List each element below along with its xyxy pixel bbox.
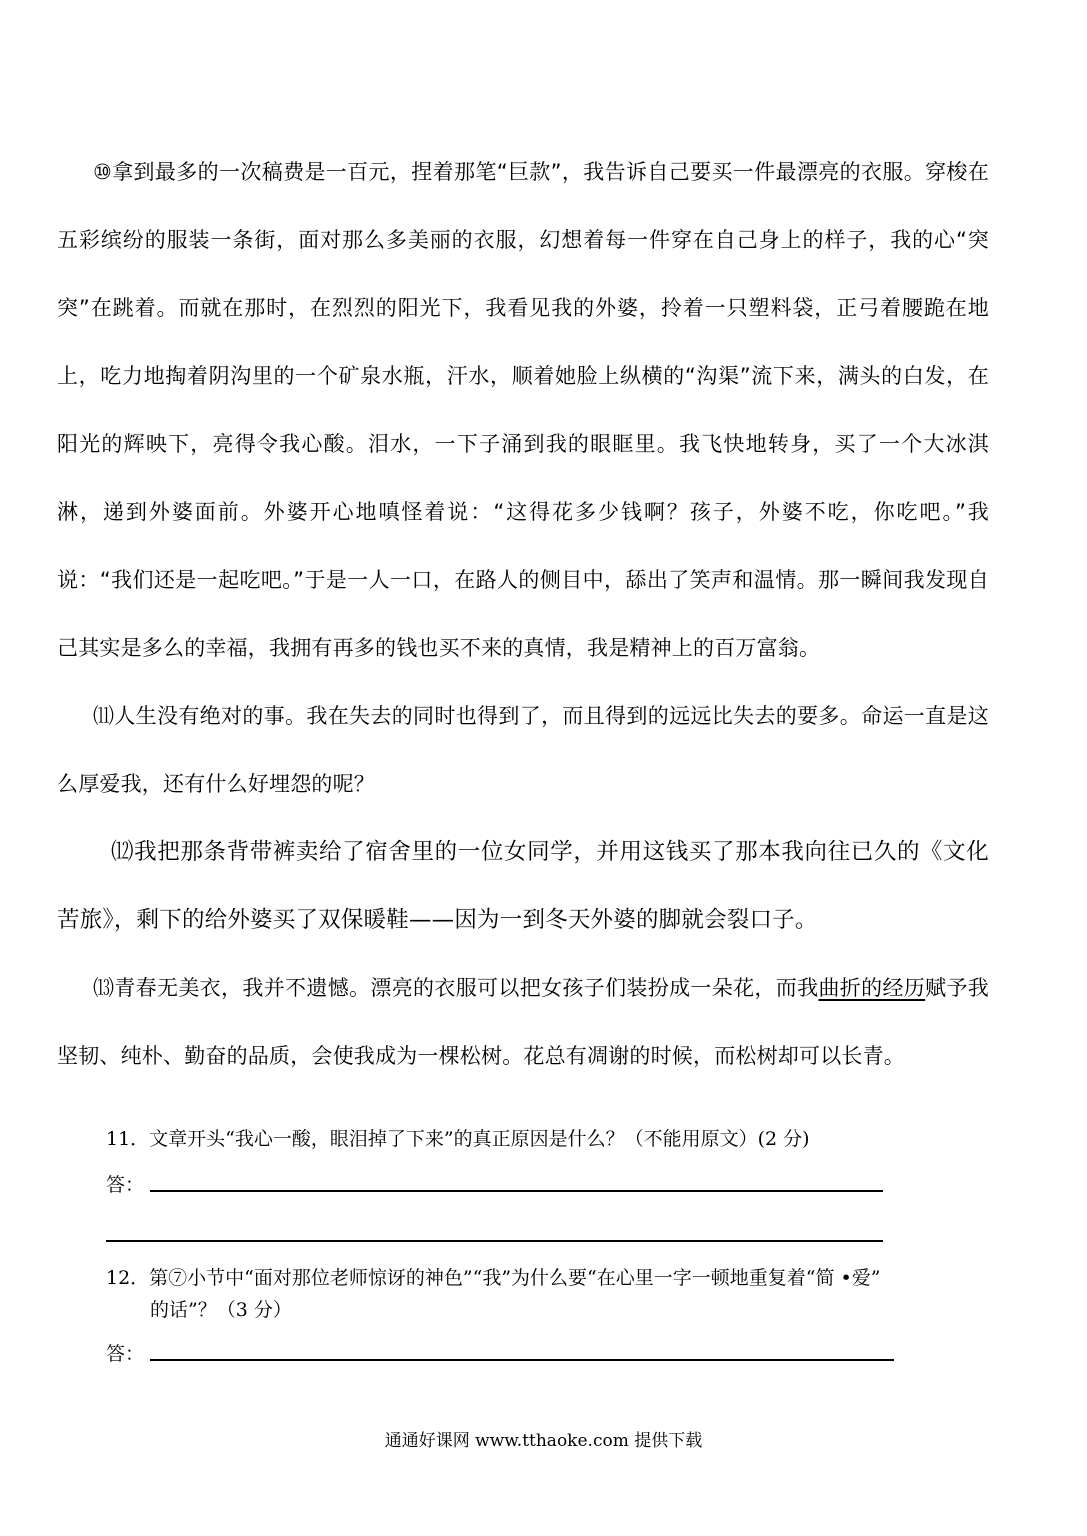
answer-label-11: 答：	[106, 1174, 145, 1196]
question-12-line-1: 12．第⑦小节中“面对那位老师惊讶的神色”“我”为什么要“在心里一字一顿地重复着“简 •爱”	[106, 1267, 881, 1289]
answer-line	[106, 1240, 883, 1242]
paragraph-13-text-a: ⒀青春无美衣，我并不遗憾。漂亮的衣服可以把女孩子们装扮成一朵花，而我	[93, 976, 819, 1000]
answer-label-12: 答：	[106, 1343, 145, 1365]
question-12-line-2: 的话”？（3 分）	[150, 1299, 292, 1321]
answer-line	[150, 1190, 883, 1192]
paragraph-12: ⑿我把那条背带裤卖给了宿舍里的一位女同学，并用这钱买了那本我向往已久的《文化苦旅》，剩下的给外婆买了双保暖鞋——因为一到冬天外婆的脚就会裂口子。	[57, 839, 989, 933]
underlined-phrase: 曲折的经历	[818, 976, 926, 1000]
answer-line	[150, 1359, 894, 1361]
question-12	[106, 1262, 986, 1326]
page-footer: 通通好课网 www.tthaoke.com 提供下载	[384, 1431, 703, 1451]
paragraph-10: ⑩拿到最多的一次稿费是一百元，捏着那笔“巨款”，我告诉自己要买一件最漂亮的衣服。穿梭在五彩缤纷的服装一条街，面对那么多美丽的衣服，幻想着每一件穿在自己身上的样子，我的心“突突”在跳着。而就在那时，在烈烈的阳光下，我看见我的外婆，拎着一只塑料袋，正弓着腰跪在地上，吃力地掏着阴沟里的一个矿泉水瓶，汗水，顺着她脸上纵横的“沟渠”流下来，满头的白发，在阳光的辉映下，亮得令我心酸。泪水，一下子涌到我的眼眶里。我飞快地转身，买了一个大冰淇淋，递到外婆面前。外婆开心地嗔怪着说：“这得花多少钱啊？孩子，外婆不吃，你吃吧。”我说：“我们还是一起吃吧。”于是一人一口，在路人的侧目中，舔出了笑声和温情。那一瞬间我发现自己其实是多么的幸福，我拥有再多的钱也买不来的真情，我是精神上的百万富翁。	[57, 160, 989, 660]
paragraph-11: ⑾人生没有绝对的事。我在失去的同时也得到了，而且得到的远远比失去的要多。命运一直是这么厚爱我，还有什么好埋怨的呢？	[57, 704, 989, 796]
question-11: 11．文章开头“我心一酸，眼泪掉了下来”的真正原因是什么？（不能用原文）(2 分)	[106, 1128, 810, 1150]
paragraph-13	[57, 954, 989, 1090]
paragraph-13-text-b: 赋予我坚韧、纯朴、勤奋的品质，会使我成为一棵松树。花总有凋谢的时候，而松树却可以长青。	[57, 976, 989, 1068]
